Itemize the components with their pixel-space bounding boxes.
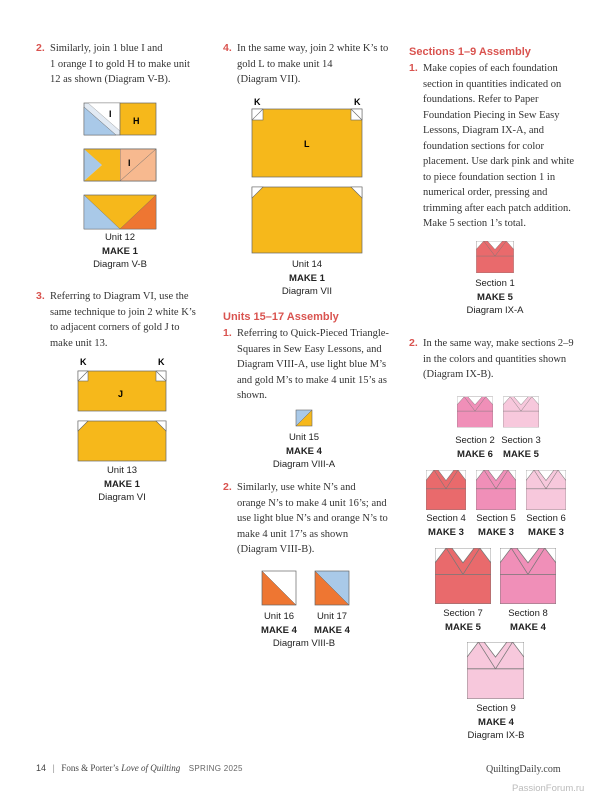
- footer-left: [36, 763, 243, 773]
- section-6-block: [526, 470, 566, 510]
- caption-section-8: Section 8 MAKE 4: [508, 608, 548, 633]
- caption-viii-a: Unit 15 MAKE 4 Diagram VIII-A: [272, 432, 336, 470]
- caption-vii: Unit 14 MAKE 1 Diagram VII: [281, 259, 333, 297]
- caption-section-4: Section 4 MAKE 3: [426, 513, 466, 538]
- footer-divider: |: [52, 763, 55, 773]
- site-url[interactable]: QuiltingDaily.com: [486, 764, 561, 775]
- label-j: J: [118, 389, 124, 399]
- watermark: PassionForum.ru: [512, 783, 585, 794]
- unit-14: [252, 187, 362, 253]
- step-number: 1.: [409, 62, 418, 74]
- caption-viii-b: Diagram VIII-B: [272, 638, 336, 649]
- step-number: 3.: [36, 290, 45, 302]
- section-2-block: [457, 396, 493, 428]
- diagram-v-b: [84, 103, 156, 231]
- unit-13: [78, 421, 166, 461]
- label-k-left: K: [80, 357, 87, 367]
- v-b-row-3: [84, 195, 156, 229]
- heading-sections-1-9: Sections 1–9 Assembly: [409, 46, 531, 58]
- diagram-viii-b-unit-16: [262, 571, 296, 605]
- issue: SPRING 2025: [188, 764, 243, 773]
- step-2-ix-b: [409, 336, 594, 386]
- step-text: Similarly, use white N’s and orange N’s to make 4 unit 16’s; and use light blue N’s and orange N’s to make 4 unit 17’s as shown (Diagram VIII-B).: [237, 482, 388, 555]
- heading-units-15-17: Units 15–17 Assembly: [223, 311, 339, 323]
- step-text: Referring to Diagram VI, use the same technique to join 2 white K’s to adjacent corners of gold J to make unit 13.: [50, 291, 196, 349]
- step-2-viii-b: [223, 480, 413, 560]
- step-number: 2.: [409, 337, 418, 349]
- step-1-viii-a: [223, 326, 408, 406]
- section-9-block: [467, 642, 524, 699]
- caption-unit-16: Unit 16 MAKE 4: [261, 611, 297, 636]
- step-number: 2.: [223, 481, 232, 493]
- magazine-title: Love of Quilting: [121, 763, 181, 773]
- label-i-blue: I: [109, 109, 112, 119]
- step-4-vii: [223, 41, 403, 91]
- label-i-orange: I: [128, 158, 131, 168]
- page-number: 14: [36, 763, 47, 773]
- step-text: In the same way, make sections 2–9 in the colors and quantities shown (Diagram IX-B).: [423, 338, 574, 380]
- diagram-viii-a-unit-15: [296, 410, 312, 426]
- magazine-prefix: Fons & Porter’s: [61, 763, 119, 773]
- caption-section-2: Section 2 MAKE 6: [455, 435, 495, 460]
- step-text: Make copies of each foundation section in quantities indicated on foundations. Refer to Paper Foundation Piecing in Sew Easy Lessons, Diagram IX-A, and foundation sections for color placement. Use dark pink and white to piece foundation section 1 in numerical order, pressing and trimming after each patch addition. Make 5 section 1’s total.: [423, 63, 575, 229]
- diagram-vi: [78, 355, 166, 461]
- step-2-v-b: [36, 41, 206, 91]
- v-b-row-1: [84, 103, 156, 135]
- label-l: L: [304, 139, 310, 149]
- label-k-right: K: [158, 357, 165, 367]
- caption-ix-a: Section 1 MAKE 5 Diagram IX-A: [466, 278, 524, 316]
- label-h: H: [133, 116, 140, 126]
- caption-section-6: Section 6 MAKE 3: [526, 513, 566, 538]
- caption-unit-17: Unit 17 MAKE 4: [314, 611, 350, 636]
- caption-vi: Unit 13 MAKE 1 Diagram VI: [98, 465, 146, 503]
- caption-section-9: Section 9 MAKE 4 Diagram IX-B: [467, 703, 525, 741]
- step-1-ix-a: [409, 61, 589, 233]
- step-text: In the same way, join 2 white K’s to gold L to make unit 14 (Diagram VII).: [237, 43, 389, 85]
- v-b-row-2: [84, 149, 156, 181]
- caption-section-3: Section 3 MAKE 5: [501, 435, 541, 460]
- section-1-block: [476, 241, 514, 273]
- section-4-block: [426, 470, 466, 510]
- step-number: 4.: [223, 42, 232, 54]
- section-8-block: [500, 548, 556, 604]
- step-text: Similarly, join 1 blue I and 1 orange I to gold H to make unit 12 as shown (Diagram V-B).: [50, 43, 190, 85]
- step-number: 1.: [223, 327, 232, 339]
- caption-section-7: Section 7 MAKE 5: [443, 608, 483, 633]
- caption-v-b: Unit 12 MAKE 1 Diagram V-B: [93, 232, 147, 270]
- diagram-viii-b-unit-17: [315, 571, 349, 605]
- step-text: Referring to Quick-Pieced Triangle- Squares in Sew Easy Lessons, and Diagram VIII-A, use light blue M’s and gold M’s to make 4 unit 15’s as shown.: [237, 328, 389, 401]
- section-7-block: [435, 548, 491, 604]
- diagram-vii: [252, 95, 362, 255]
- caption-section-5: Section 5 MAKE 3: [476, 513, 516, 538]
- label-k-right: K: [354, 97, 361, 107]
- section-5-block: [476, 470, 516, 510]
- step-3-vi: [36, 289, 216, 353]
- section-3-block: [503, 396, 539, 428]
- step-number: 2.: [36, 42, 45, 54]
- label-k-left: K: [254, 97, 261, 107]
